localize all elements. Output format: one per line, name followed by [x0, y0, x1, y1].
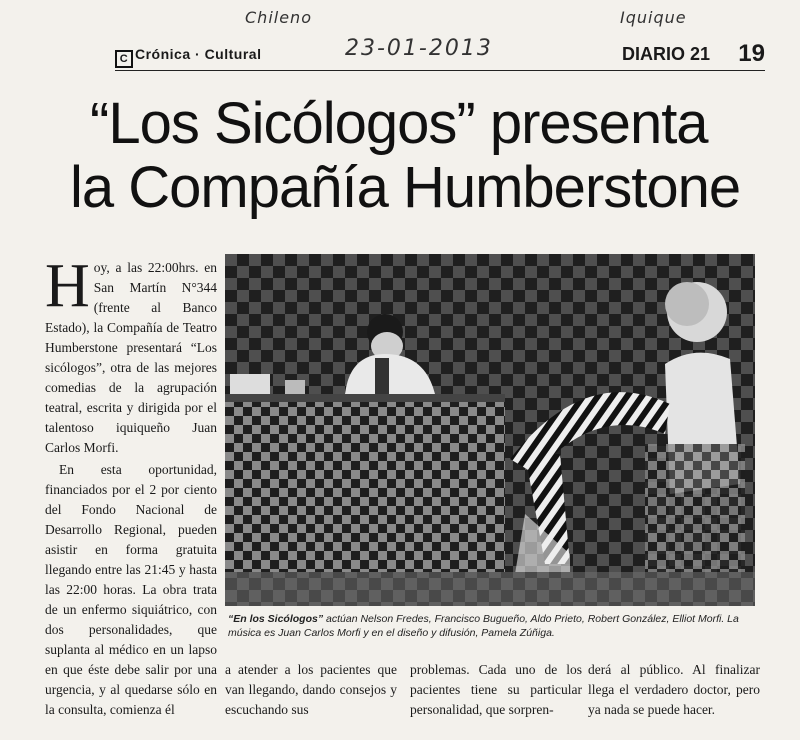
drop-cap: H [45, 252, 90, 320]
section-label [115, 46, 261, 68]
caption-text: actúan Nelson Fredes, Francisco Bugueño, Aldo Prieto, Robert González, Elliot Morfi. La música es Juan Carlos Morfi y en el diseño y difusión, Pamela Zúñiga. [228, 613, 739, 639]
handwritten-note-left: Chileno [245, 8, 312, 27]
handwritten-date: 23-01-2013 [345, 36, 493, 61]
headline-line-2: la Compañía Humberstone [70, 155, 741, 220]
article-column-3: problemas. Cada uno de los pacientes tiene su particular personalidad, que sorpren- [410, 662, 582, 717]
article-paragraph-2: En esta oportunidad, financiados por el 2 por ciento del Fondo Nacional de Desarrollo Regional, pueden asistir en forma gratuita llegando entre las 21:45 y hasta las 22:00 horas. La obra trata de un enfermo siquiátrico, con dos personalidades, que suplanta al médico en un lapso en que éste debe salir por una urgencia, y al quedarse sólo en la consulta, comienza él [45, 462, 217, 717]
paragraph-1-text: oy, a las 22:00hrs. en San Martín N°344 (frente al Banco Estado), la Compañía de Teatro Humberstone presentará “Los sicólogos”, otra de las mejores comedias de la agrupación teatral, escrita y dirigida por el talentoso iquiqueño Juan Carlos Morfi. [45, 260, 217, 455]
handwritten-note-right: Iquique [620, 8, 687, 27]
article-column-2: a atender a los pacientes que van llegando, dando consejos y escuchando sus [225, 662, 397, 717]
article-column-1 [45, 252, 217, 722]
section-mark: C [115, 50, 133, 68]
section-text: Crónica · Cultural [135, 46, 262, 62]
article-paragraph-1 [45, 252, 217, 458]
photo-illustration [225, 254, 755, 606]
newspaper-name: DIARIO 21 [621, 44, 710, 64]
page-number: 19 [738, 40, 765, 67]
photo-caption [228, 612, 758, 640]
header-divider [115, 70, 765, 71]
page-header [115, 40, 765, 68]
article-column-4: derá al público. Al finalizar llega el verdadero doctor, pero ya nada se puede hacer. [588, 662, 760, 717]
stage-photo [225, 254, 755, 606]
caption-lead: “En los Sicólogos” [228, 613, 324, 625]
headline [70, 92, 760, 220]
headline-line-1: “Los Sicólogos” presenta [90, 91, 708, 156]
